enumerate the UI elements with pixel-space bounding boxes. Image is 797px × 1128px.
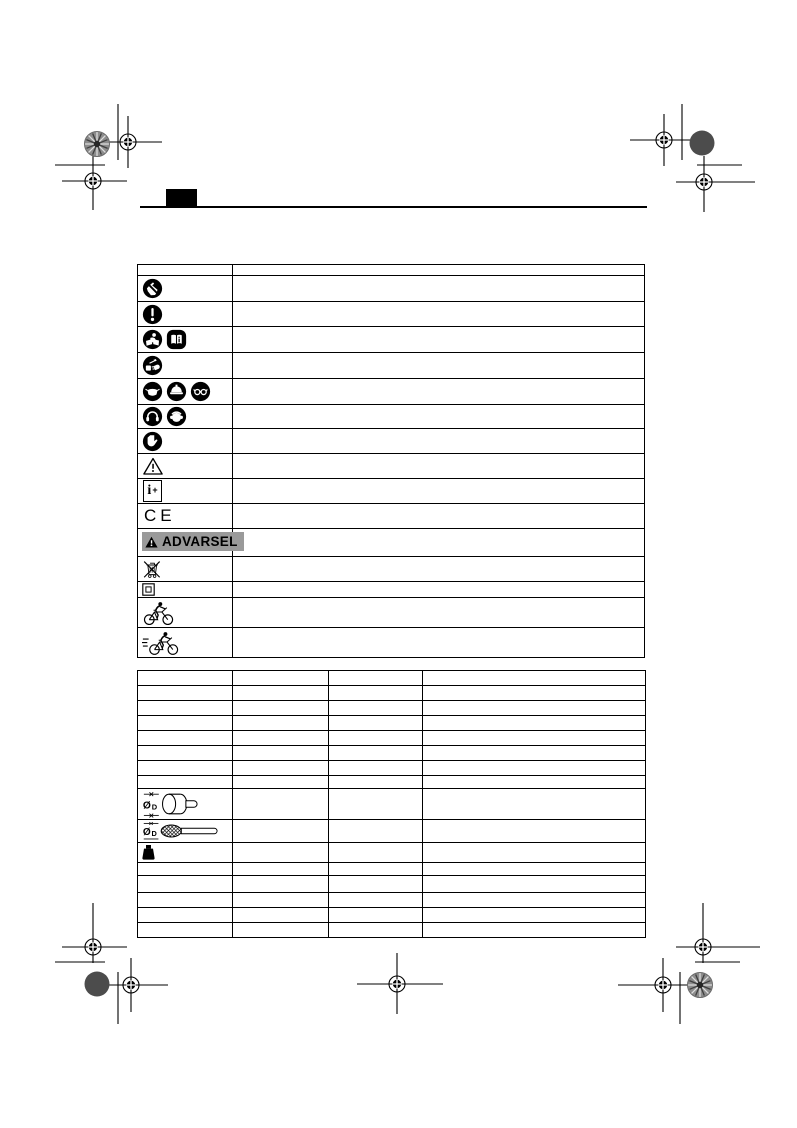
description-cell bbox=[233, 265, 645, 276]
spec-cell bbox=[138, 789, 233, 820]
spec-cell bbox=[138, 761, 233, 776]
symbol-row bbox=[138, 529, 645, 557]
registration-target bbox=[696, 174, 712, 190]
warning-triangle-icon bbox=[142, 456, 164, 476]
speed-pedelec-bicycle-icon bbox=[142, 630, 179, 656]
symbol-cell bbox=[138, 327, 233, 353]
spec-cell bbox=[423, 746, 646, 761]
registration-target bbox=[695, 939, 711, 955]
spec-row bbox=[138, 843, 646, 863]
double-insulation-icon bbox=[142, 583, 155, 596]
spec-cell bbox=[138, 893, 233, 908]
description-cell bbox=[233, 276, 645, 302]
spec-cell bbox=[423, 686, 646, 701]
symbol-row bbox=[138, 379, 645, 405]
spec-cell bbox=[138, 923, 233, 938]
advarsel-text: ADVARSEL bbox=[162, 534, 238, 549]
rotary-burr-diameter-symbol bbox=[141, 821, 229, 841]
description-cell bbox=[233, 405, 645, 429]
symbol-row bbox=[138, 557, 645, 582]
spec-cell bbox=[329, 671, 423, 686]
spec-cell bbox=[329, 789, 423, 820]
description-cell bbox=[233, 454, 645, 479]
description-cell bbox=[233, 429, 645, 454]
spec-cell bbox=[138, 843, 233, 863]
symbol-cell bbox=[138, 479, 233, 504]
spec-cell bbox=[233, 731, 329, 746]
spec-cell bbox=[329, 843, 423, 863]
spec-cell bbox=[329, 893, 423, 908]
color-control-disc-solid bbox=[85, 972, 110, 997]
spec-cell bbox=[138, 731, 233, 746]
wear-protective-gloves-icon bbox=[142, 431, 163, 452]
spec-cell bbox=[138, 746, 233, 761]
general-warning-exclamation-icon bbox=[142, 304, 163, 325]
spec-cell bbox=[423, 789, 646, 820]
info-i-glyph: i bbox=[147, 483, 152, 498]
consult-documents-icon bbox=[166, 329, 187, 350]
description-cell bbox=[233, 598, 645, 628]
description-cell bbox=[233, 628, 645, 658]
color-control-disc-solid bbox=[690, 131, 715, 156]
registration-target bbox=[656, 132, 672, 148]
spec-cell bbox=[329, 761, 423, 776]
spec-row bbox=[138, 893, 646, 908]
spec-cell bbox=[329, 820, 423, 843]
spec-cell bbox=[138, 863, 233, 876]
specs-table bbox=[137, 670, 646, 938]
spec-cell bbox=[233, 716, 329, 731]
symbol-cell bbox=[138, 429, 233, 454]
spec-row bbox=[138, 761, 646, 776]
spec-row bbox=[138, 746, 646, 761]
spec-cell bbox=[233, 776, 329, 789]
spec-cell bbox=[423, 893, 646, 908]
spec-cell bbox=[138, 686, 233, 701]
symbol-cell bbox=[138, 353, 233, 379]
spec-cell bbox=[233, 746, 329, 761]
spec-cell bbox=[329, 876, 423, 893]
symbol-row bbox=[138, 504, 645, 529]
spec-row bbox=[138, 701, 646, 716]
symbol-cell bbox=[138, 504, 233, 529]
wear-ear-muffs-icon bbox=[142, 406, 163, 427]
spec-cell bbox=[423, 716, 646, 731]
symbol-row bbox=[138, 327, 645, 353]
spec-cell bbox=[329, 923, 423, 938]
spec-cell bbox=[233, 671, 329, 686]
symbol-row bbox=[138, 353, 645, 379]
registration-target bbox=[123, 977, 139, 993]
spec-cell bbox=[233, 686, 329, 701]
wear-head-protection-icon bbox=[166, 381, 187, 402]
info-plus-glyph: + bbox=[152, 484, 158, 495]
description-cell bbox=[233, 582, 645, 598]
symbol-cell bbox=[138, 529, 238, 557]
spec-cell bbox=[423, 761, 646, 776]
spec-cell bbox=[138, 776, 233, 789]
color-control-disc-patterned bbox=[685, 970, 715, 1000]
spec-cell bbox=[423, 923, 646, 938]
description-cell bbox=[233, 504, 645, 529]
header-rule bbox=[140, 206, 647, 208]
symbol-row bbox=[138, 302, 645, 327]
registration-target bbox=[85, 173, 101, 189]
spec-row bbox=[138, 863, 646, 876]
description-cell bbox=[233, 379, 645, 405]
color-control-disc-patterned bbox=[82, 129, 112, 159]
symbol-row bbox=[138, 454, 645, 479]
spec-cell bbox=[233, 789, 329, 820]
symbol-cell bbox=[138, 557, 233, 582]
spec-cell bbox=[233, 893, 329, 908]
spec-cell bbox=[329, 776, 423, 789]
symbol-legend-table bbox=[137, 264, 645, 658]
read-instructions-icon bbox=[142, 329, 163, 350]
registration-target bbox=[655, 977, 671, 993]
symbol-row bbox=[138, 628, 645, 658]
symbol-row-header bbox=[138, 265, 645, 276]
symbol-cell bbox=[138, 276, 233, 302]
wear-dust-mask-icon bbox=[142, 381, 163, 402]
diameter-sign: Ø bbox=[142, 827, 151, 839]
symbol-cell bbox=[138, 302, 233, 327]
spec-cell bbox=[138, 876, 233, 893]
spec-cell bbox=[233, 761, 329, 776]
ce-conformity-mark: CE bbox=[144, 505, 176, 525]
symbol-row bbox=[138, 582, 645, 598]
spec-row-header bbox=[138, 671, 646, 686]
registration-target bbox=[120, 134, 136, 150]
advarsel-triangle-icon bbox=[145, 536, 158, 548]
spec-cell bbox=[423, 776, 646, 789]
spec-cell bbox=[233, 820, 329, 843]
grinding-wheel-diameter-symbol bbox=[141, 790, 227, 818]
spec-cell bbox=[138, 671, 233, 686]
spec-row bbox=[138, 686, 646, 701]
spec-row bbox=[138, 820, 646, 843]
description-cell bbox=[233, 529, 645, 557]
weee-crossed-out-bin-icon bbox=[142, 558, 162, 580]
spec-cell bbox=[423, 731, 646, 746]
spec-row bbox=[138, 923, 646, 938]
description-cell bbox=[233, 353, 645, 379]
symbol-row bbox=[138, 429, 645, 454]
spec-row bbox=[138, 731, 646, 746]
diameter-sign: Ø bbox=[142, 800, 151, 812]
spec-cell bbox=[233, 923, 329, 938]
symbol-cell bbox=[138, 379, 233, 405]
spec-cell bbox=[233, 876, 329, 893]
description-cell bbox=[233, 302, 645, 327]
spec-cell bbox=[329, 746, 423, 761]
spec-cell bbox=[138, 701, 233, 716]
symbol-cell bbox=[138, 598, 233, 628]
spec-row bbox=[138, 908, 646, 923]
spec-cell bbox=[423, 701, 646, 716]
spec-cell bbox=[233, 863, 329, 876]
spec-cell bbox=[233, 843, 329, 863]
spec-cell bbox=[423, 908, 646, 923]
spec-cell bbox=[138, 820, 233, 843]
spec-cell bbox=[329, 686, 423, 701]
spec-cell bbox=[329, 908, 423, 923]
spec-row bbox=[138, 789, 646, 820]
wear-eye-protection-icon bbox=[190, 381, 211, 402]
do-not-touch-prohibition-icon bbox=[142, 278, 163, 299]
description-cell bbox=[233, 479, 645, 504]
spec-cell bbox=[233, 701, 329, 716]
registration-target bbox=[389, 976, 405, 992]
spec-cell bbox=[423, 671, 646, 686]
spec-cell bbox=[329, 731, 423, 746]
symbol-row bbox=[138, 276, 645, 302]
spec-cell bbox=[423, 863, 646, 876]
symbol-row bbox=[138, 405, 645, 429]
symbol-cell bbox=[138, 265, 233, 276]
spec-row bbox=[138, 716, 646, 731]
diameter-letter: D bbox=[151, 829, 157, 839]
spec-cell bbox=[233, 908, 329, 923]
pedelec-bicycle-icon bbox=[142, 600, 174, 626]
symbol-cell bbox=[138, 454, 233, 479]
registration-target bbox=[85, 939, 101, 955]
symbol-cell bbox=[138, 405, 233, 429]
spec-row bbox=[138, 776, 646, 789]
symbol-cell bbox=[138, 628, 233, 658]
spec-cell bbox=[138, 716, 233, 731]
symbol-row bbox=[138, 479, 645, 504]
weight-icon bbox=[141, 844, 156, 861]
diameter-letter: D bbox=[151, 802, 158, 812]
symbol-cell bbox=[138, 582, 233, 598]
spec-cell bbox=[329, 863, 423, 876]
wear-ear-protection-icon bbox=[166, 406, 187, 427]
spec-cell bbox=[423, 843, 646, 863]
spec-cell bbox=[423, 820, 646, 843]
spec-cell bbox=[138, 908, 233, 923]
description-cell bbox=[233, 327, 645, 353]
unplug-mains-plug-icon bbox=[142, 355, 163, 376]
spec-cell bbox=[329, 701, 423, 716]
advarsel-signal-word-label bbox=[142, 532, 244, 551]
symbol-row bbox=[138, 598, 645, 628]
description-cell bbox=[233, 557, 645, 582]
spec-cell bbox=[329, 716, 423, 731]
spec-cell bbox=[423, 876, 646, 893]
additional-information-icon bbox=[143, 480, 162, 502]
spec-row bbox=[138, 876, 646, 893]
